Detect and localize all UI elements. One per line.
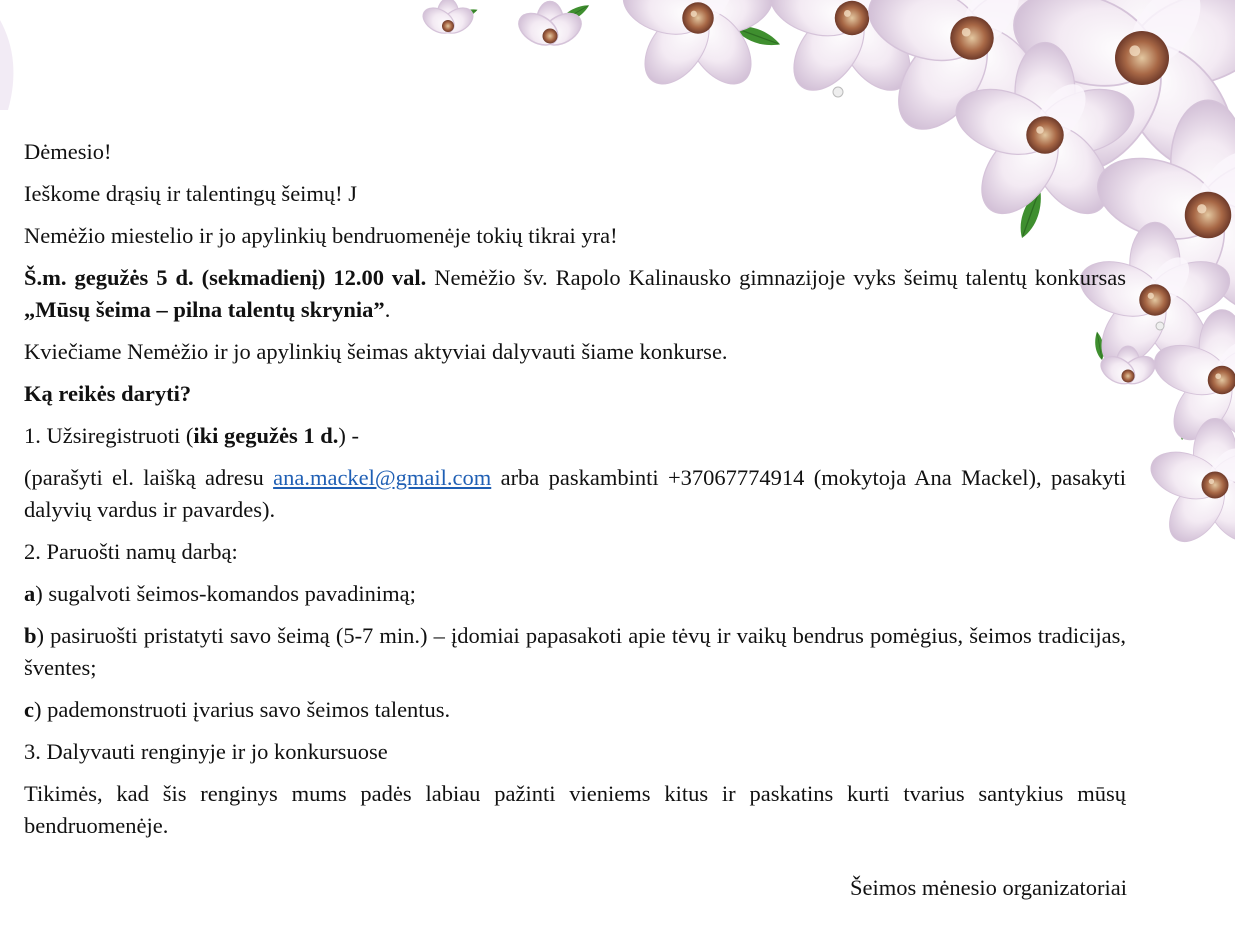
step1-start: 1. Užsiregistruoti ( bbox=[24, 423, 194, 448]
event-paragraph bbox=[24, 262, 1126, 326]
event-date: Š.m. gegužės 5 d. (sekmadienį) 12.00 val. bbox=[24, 265, 427, 290]
item-c-label: c bbox=[24, 697, 34, 722]
email-link[interactable]: ana.mackel@gmail.com bbox=[273, 465, 492, 490]
item-c bbox=[24, 694, 1126, 726]
item-b bbox=[24, 620, 1126, 684]
step1-end: ) - bbox=[338, 423, 359, 448]
contest-end: . bbox=[384, 297, 391, 322]
attention-line: Dėmesio! bbox=[24, 139, 112, 164]
seeking-line: Ieškome drąsių ir talentingų šeimų! J bbox=[24, 181, 358, 206]
item-b-text: ) pasiruošti pristatyti savo šeimą (5-7 min.) – įdomiai papasakoti apie tėvų ir vaikų bendrus pomėgius, šeimos tradicijas, šventes; bbox=[24, 623, 1126, 680]
item-b-label: b bbox=[24, 623, 37, 648]
contact-start: (parašyti el. laišką adresu bbox=[24, 465, 274, 490]
item-a bbox=[24, 578, 1126, 610]
contact-paragraph bbox=[24, 462, 1126, 526]
signature: Šeimos mėnesio organizatoriai bbox=[849, 875, 1127, 900]
item-a-label: a bbox=[24, 581, 36, 606]
item-a-text: ) sugalvoti šeimos-komandos pavadinimą; bbox=[35, 581, 416, 606]
step1-deadline: iki gegužės 1 d. bbox=[193, 423, 339, 448]
invitation-text bbox=[24, 130, 1126, 842]
question-heading: Ką reikės daryti? bbox=[24, 381, 192, 406]
step2-line: 2. Paruošti namų darbą: bbox=[24, 539, 238, 564]
community-line: Nemėžio miestelio ir jo apylinkių bendruomenėje tokių tikrai yra! bbox=[24, 223, 618, 248]
step1-line bbox=[24, 420, 1126, 452]
invite-line: Kviečiame Nemėžio ir jo apylinkių šeimas aktyviai dalyvauti šiame konkurse. bbox=[24, 339, 728, 364]
contact-end: arba paskambinti +37067774914 (mokytoja Ana Mackel), pasakyti dalyvių vardus ir pavardes). bbox=[24, 465, 1126, 522]
closing-paragraph: Tikimės, kad šis renginys mums padės labiau pažinti vieniems kitus ir paskatins kurti tvarius santykius mūsų bendruomenėje. bbox=[24, 781, 1126, 838]
event-text: Nemėžio šv. Rapolo Kalinausko gimnazijoje vyks šeimų talentų konkursas bbox=[426, 265, 1127, 290]
item-c-text: ) pademonstruoti įvarius savo šeimos talentus. bbox=[34, 697, 451, 722]
step3-line: 3. Dalyvauti renginyje ir jo konkursuose bbox=[24, 739, 388, 764]
contest-name: „Mūsų šeima – pilna talentų skrynia” bbox=[24, 297, 385, 322]
